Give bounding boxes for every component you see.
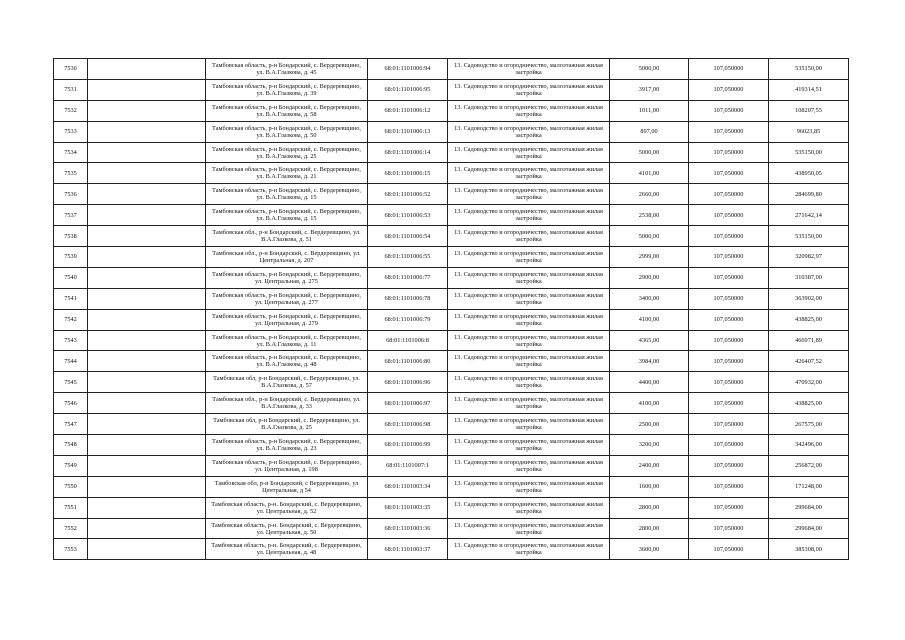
land-use-cell: 13. Садоводство и огородничество, малоэтажная жилая застройка bbox=[448, 518, 610, 539]
land-use-cell: 13. Садоводство и огородничество, малоэтажная жилая застройка bbox=[448, 539, 610, 560]
table-row bbox=[54, 518, 849, 539]
rate-cell: 107,050000 bbox=[689, 288, 769, 309]
cadastral-number-cell: 68:01:1101006:54 bbox=[368, 226, 448, 247]
land-use-cell: 13. Садоводство и огородничество, малоэтажная жилая застройка bbox=[448, 497, 610, 518]
land-use-cell: 13. Садоводство и огородничество, малоэтажная жилая застройка bbox=[448, 414, 610, 435]
cadastral-value-cell: 438950,05 bbox=[769, 163, 849, 184]
cadastral-number-cell: 68:01:1101006:98 bbox=[368, 414, 448, 435]
address-cell: Тамбовская обл., р-н Бондарский, с. Вердеревщино, ул. Центральная, д. 207 bbox=[206, 247, 368, 268]
rate-cell: 107,050000 bbox=[689, 100, 769, 121]
land-use-cell: 13. Садоводство и огородничество, малоэтажная жилая застройка bbox=[448, 288, 610, 309]
area-cell: 2538,00 bbox=[610, 205, 689, 226]
spacer-cell bbox=[88, 435, 206, 456]
address-cell: Тамбовская область, р-н Бондарский, с. Вердеревщино, ул. В.А.Глазкова, д. 50 bbox=[206, 121, 368, 142]
land-use-cell: 13. Садоводство и огородничество, малоэтажная жилая застройка bbox=[448, 205, 610, 226]
cadastral-value-cell: 535150,00 bbox=[769, 142, 849, 163]
cadastral-value-cell: 271642,14 bbox=[769, 205, 849, 226]
spacer-cell bbox=[88, 163, 206, 184]
address-cell: Тамбовская область, р-н Бондарский, с. Вердеревщино, ул. В.А.Глазкова, д. 25 bbox=[206, 142, 368, 163]
land-use-cell: 13. Садоводство и огородничество, малоэтажная жилая застройка bbox=[448, 267, 610, 288]
address-cell: Тамбовская область, р-н Бондарский, с. Вердеревщино, ул. Центральная, д. 277 bbox=[206, 288, 368, 309]
rate-cell: 107,050000 bbox=[689, 184, 769, 205]
address-cell: Тамбовская область, р-н Бондарский, с. Вердеревщино, ул. В.А.Глазкова, д. 23 bbox=[206, 435, 368, 456]
row-number-cell: 7535 bbox=[54, 163, 88, 184]
row-number-cell: 7531 bbox=[54, 79, 88, 100]
cadastral-number-cell: 68:01:1101007:1 bbox=[368, 455, 448, 476]
rate-cell: 107,050000 bbox=[689, 393, 769, 414]
area-cell: 5000,00 bbox=[610, 59, 689, 80]
row-number-cell: 7530 bbox=[54, 59, 88, 80]
area-cell: 4400,00 bbox=[610, 372, 689, 393]
table-row bbox=[54, 455, 849, 476]
row-number-cell: 7553 bbox=[54, 539, 88, 560]
cadastral-value-cell: 535150,00 bbox=[769, 226, 849, 247]
land-use-cell: 13. Садоводство и огородничество, малоэтажная жилая застройка bbox=[448, 309, 610, 330]
rate-cell: 107,050000 bbox=[689, 226, 769, 247]
table-row bbox=[54, 59, 849, 80]
cadastral-value-cell: 299684,00 bbox=[769, 497, 849, 518]
cadastral-number-cell: 68:01:1101006:55 bbox=[368, 247, 448, 268]
table-row bbox=[54, 121, 849, 142]
spacer-cell bbox=[88, 59, 206, 80]
rate-cell: 107,050000 bbox=[689, 518, 769, 539]
spacer-cell bbox=[88, 267, 206, 288]
area-cell: 2800,00 bbox=[610, 518, 689, 539]
address-cell: Тамбовская область, р-н Бондарский, с. Вердеревщино, ул. В.А.Глазкова, д. 15 bbox=[206, 205, 368, 226]
cadastral-value-cell: 299684,00 bbox=[769, 518, 849, 539]
address-cell: Тамбовская область, р-н Бондарский, с. Вердеревщино, ул. Центральная, д. 198 bbox=[206, 455, 368, 476]
address-cell: Тамбовская обл, р-н Бондарский, с. Вердеревщино, ул. В.А.Глазкова, д. 25 bbox=[206, 414, 368, 435]
land-use-cell: 13. Садоводство и огородничество, малоэтажная жилая застройка bbox=[448, 79, 610, 100]
spacer-cell bbox=[88, 539, 206, 560]
spacer-cell bbox=[88, 184, 206, 205]
table-row bbox=[54, 309, 849, 330]
land-use-cell: 13. Садоводство и огородничество, малоэтажная жилая застройка bbox=[448, 163, 610, 184]
address-cell: Тамбовская область, р-н Бондарский, с. Вердеревщино, ул. Центральная, д. 279 bbox=[206, 309, 368, 330]
spacer-cell bbox=[88, 79, 206, 100]
cadastral-value-cell: 438825,00 bbox=[769, 393, 849, 414]
spacer-cell bbox=[88, 351, 206, 372]
rate-cell: 107,050000 bbox=[689, 142, 769, 163]
cadastral-value-cell: 108207,55 bbox=[769, 100, 849, 121]
area-cell: 2400,00 bbox=[610, 455, 689, 476]
cadastral-value-cell: 342496,00 bbox=[769, 435, 849, 456]
table-row bbox=[54, 497, 849, 518]
rate-cell: 107,050000 bbox=[689, 497, 769, 518]
row-number-cell: 7539 bbox=[54, 247, 88, 268]
spacer-cell bbox=[88, 372, 206, 393]
rate-cell: 107,050000 bbox=[689, 309, 769, 330]
land-use-cell: 13. Садоводство и огородничество, малоэтажная жилая застройка bbox=[448, 372, 610, 393]
spacer-cell bbox=[88, 330, 206, 351]
row-number-cell: 7540 bbox=[54, 267, 88, 288]
area-cell: 2660,00 bbox=[610, 184, 689, 205]
spacer-cell bbox=[88, 247, 206, 268]
spacer-cell bbox=[88, 518, 206, 539]
rate-cell: 107,050000 bbox=[689, 79, 769, 100]
address-cell: Тамбовская область, р-н Бондарский, с. Вердеревщино, ул. В.А.Глазкова, д. 58 bbox=[206, 100, 368, 121]
rate-cell: 107,050000 bbox=[689, 435, 769, 456]
address-cell: Тамбовская область, р-н Бондарский, с. Вердеревщино, ул. В.А.Глазкова, д. 21 bbox=[206, 163, 368, 184]
table-row bbox=[54, 184, 849, 205]
spacer-cell bbox=[88, 497, 206, 518]
address-cell: Тамбовская область, р-н. Бондарский, с. Вердеревщино, ул. Центральная, д. 48 bbox=[206, 539, 368, 560]
area-cell: 2900,00 bbox=[610, 267, 689, 288]
table-row bbox=[54, 100, 849, 121]
address-cell: Тамбовская обл, р-н Бондарский, с Вердеревщино, ул Центральная, д 54 bbox=[206, 476, 368, 497]
area-cell: 4101,00 bbox=[610, 163, 689, 184]
land-use-cell: 13. Садоводство и огородничество, малоэтажная жилая застройка bbox=[448, 351, 610, 372]
cadastral-value-cell: 310387,00 bbox=[769, 267, 849, 288]
cadastral-number-cell: 68:01:1101006:97 bbox=[368, 393, 448, 414]
row-number-cell: 7534 bbox=[54, 142, 88, 163]
spacer-cell bbox=[88, 309, 206, 330]
table-row bbox=[54, 435, 849, 456]
row-number-cell: 7542 bbox=[54, 309, 88, 330]
table-row bbox=[54, 79, 849, 100]
row-number-cell: 7538 bbox=[54, 226, 88, 247]
table-row bbox=[54, 142, 849, 163]
address-cell: Тамбовская обл., р-н Бондарский, с. Вердеревщино, ул. В.А.Глазкова, д. 51 bbox=[206, 226, 368, 247]
cadastral-number-cell: 68:01:1101006:13 bbox=[368, 121, 448, 142]
land-use-cell: 13. Садоводство и огородничество, малоэтажная жилая застройка bbox=[448, 226, 610, 247]
table-row bbox=[54, 247, 849, 268]
cadastral-number-cell: 68:01:1101006:78 bbox=[368, 288, 448, 309]
cadastral-number-cell: 68:01:1101006:99 bbox=[368, 435, 448, 456]
row-number-cell: 7533 bbox=[54, 121, 88, 142]
cadastral-number-cell: 68:01:1101006:94 bbox=[368, 59, 448, 80]
spacer-cell bbox=[88, 455, 206, 476]
address-cell: Тамбовская область, р-н Бондарский, с. Вердеревщино, ул. В.А.Глазкова, д. 48 bbox=[206, 351, 368, 372]
land-use-cell: 13. Садоводство и огородничество, малоэтажная жилая застройка bbox=[448, 142, 610, 163]
rate-cell: 107,050000 bbox=[689, 59, 769, 80]
rate-cell: 107,050000 bbox=[689, 330, 769, 351]
address-cell: Тамбовская обл, р-н Бондарский, с. Вердеревщино, ул. В.А.Глазкова, д. 57 bbox=[206, 372, 368, 393]
land-use-cell: 13. Садоводство и огородничество, малоэтажная жилая застройка bbox=[448, 184, 610, 205]
land-use-cell: 13. Садоводство и огородничество, малоэтажная жилая застройка bbox=[448, 330, 610, 351]
cadastral-number-cell: 68:01:1101006:79 bbox=[368, 309, 448, 330]
row-number-cell: 7543 bbox=[54, 330, 88, 351]
area-cell: 5000,00 bbox=[610, 226, 689, 247]
row-number-cell: 7546 bbox=[54, 393, 88, 414]
land-use-cell: 13. Садоводство и огородничество, малоэтажная жилая застройка bbox=[448, 247, 610, 268]
cadastral-value-cell: 96023,85 bbox=[769, 121, 849, 142]
cadastral-number-cell: 68:01:1101006:8 bbox=[368, 330, 448, 351]
cadastral-value-cell: 267575,00 bbox=[769, 414, 849, 435]
cadastral-value-cell: 426407,52 bbox=[769, 351, 849, 372]
area-cell: 3984,00 bbox=[610, 351, 689, 372]
area-cell: 2800,00 bbox=[610, 497, 689, 518]
table-row bbox=[54, 476, 849, 497]
table-row bbox=[54, 414, 849, 435]
land-use-cell: 13. Садоводство и огородничество, малоэтажная жилая застройка bbox=[448, 476, 610, 497]
address-cell: Тамбовская область, р-н. Бондарский, с. Вердеревщино, ул. Центральная, д. 52 bbox=[206, 497, 368, 518]
rate-cell: 107,050000 bbox=[689, 476, 769, 497]
area-cell: 3200,00 bbox=[610, 435, 689, 456]
table-row bbox=[54, 539, 849, 560]
table-row bbox=[54, 330, 849, 351]
address-cell: Тамбовская область, р-н Бондарский, с. Вердеревщино, ул. В.А.Глазкова, д. 45 bbox=[206, 59, 368, 80]
cadastral-value-cell: 385308,00 bbox=[769, 539, 849, 560]
address-cell: Тамбовская область, р-н Бондарский, с. Вердеревщино, ул. В.А.Глазкова, д. 11 bbox=[206, 330, 368, 351]
row-number-cell: 7541 bbox=[54, 288, 88, 309]
cadastral-number-cell: 68:01:1101006:14 bbox=[368, 142, 448, 163]
cadastral-number-cell: 68:01:1101006:96 bbox=[368, 372, 448, 393]
area-cell: 1011,00 bbox=[610, 100, 689, 121]
area-cell: 3400,00 bbox=[610, 288, 689, 309]
cadastral-value-cell: 284699,80 bbox=[769, 184, 849, 205]
table-body bbox=[54, 59, 849, 560]
spacer-cell bbox=[88, 205, 206, 226]
cadastral-number-cell: 68:01:1101006:15 bbox=[368, 163, 448, 184]
cadastral-value-cell: 419314,51 bbox=[769, 79, 849, 100]
row-number-cell: 7544 bbox=[54, 351, 88, 372]
cadastral-number-cell: 68:01:1101006:53 bbox=[368, 205, 448, 226]
table-row bbox=[54, 163, 849, 184]
rate-cell: 107,050000 bbox=[689, 414, 769, 435]
spacer-cell bbox=[88, 476, 206, 497]
spacer-cell bbox=[88, 121, 206, 142]
land-use-cell: 13. Садоводство и огородничество, малоэтажная жилая застройка bbox=[448, 455, 610, 476]
area-cell: 4365,00 bbox=[610, 330, 689, 351]
address-cell: Тамбовская обл., р-н Бондарский, с. Вердеревщино, ул. В.А.Глазкова, д. 33 bbox=[206, 393, 368, 414]
cadastral-value-cell: 438825,00 bbox=[769, 309, 849, 330]
row-number-cell: 7549 bbox=[54, 455, 88, 476]
rate-cell: 107,050000 bbox=[689, 121, 769, 142]
spacer-cell bbox=[88, 414, 206, 435]
row-number-cell: 7536 bbox=[54, 184, 88, 205]
row-number-cell: 7550 bbox=[54, 476, 88, 497]
table-row bbox=[54, 226, 849, 247]
row-number-cell: 7545 bbox=[54, 372, 88, 393]
table-row bbox=[54, 205, 849, 226]
address-cell: Тамбовская область, р-н Бондарский, с. Вердеревщино, ул. Центральная, д. 275 bbox=[206, 267, 368, 288]
cadastral-number-cell: 68:01:1101006:95 bbox=[368, 79, 448, 100]
table-row bbox=[54, 288, 849, 309]
spacer-cell bbox=[88, 226, 206, 247]
area-cell: 1600,00 bbox=[610, 476, 689, 497]
table-row bbox=[54, 393, 849, 414]
area-cell: 4100,00 bbox=[610, 393, 689, 414]
row-number-cell: 7532 bbox=[54, 100, 88, 121]
area-cell: 3917,00 bbox=[610, 79, 689, 100]
address-cell: Тамбовская область, р-н Бондарский, с. Вердеревщино, ул. В.А.Глазкова, д. 39 bbox=[206, 79, 368, 100]
cadastral-value-cell: 363902,00 bbox=[769, 288, 849, 309]
area-cell: 2500,00 bbox=[610, 414, 689, 435]
area-cell: 2999,00 bbox=[610, 247, 689, 268]
spacer-cell bbox=[88, 393, 206, 414]
land-use-cell: 13. Садоводство и огородничество, малоэтажная жилая застройка bbox=[448, 393, 610, 414]
rate-cell: 107,050000 bbox=[689, 539, 769, 560]
area-cell: 5000,00 bbox=[610, 142, 689, 163]
table-row bbox=[54, 372, 849, 393]
cadastral-value-cell: 470932,00 bbox=[769, 372, 849, 393]
cadastral-value-cell: 171248,00 bbox=[769, 476, 849, 497]
area-cell: 897,00 bbox=[610, 121, 689, 142]
land-plots-table bbox=[53, 58, 849, 560]
spacer-cell bbox=[88, 100, 206, 121]
address-cell: Тамбовская область, р-н Бондарский, с. Вердеревщино, ул. В.А.Глазкова, д. 15 bbox=[206, 184, 368, 205]
table-row bbox=[54, 351, 849, 372]
row-number-cell: 7552 bbox=[54, 518, 88, 539]
area-cell: 3600,00 bbox=[610, 539, 689, 560]
spacer-cell bbox=[88, 288, 206, 309]
land-use-cell: 13. Садоводство и огородничество, малоэтажная жилая застройка bbox=[448, 100, 610, 121]
cadastral-number-cell: 68:01:1101006:12 bbox=[368, 100, 448, 121]
cadastral-value-cell: 535150,00 bbox=[769, 59, 849, 80]
row-number-cell: 7537 bbox=[54, 205, 88, 226]
address-cell: Тамбовская область, р-н. Бондарский, с. Вердеревщино, ул. Центральная, д. 50 bbox=[206, 518, 368, 539]
row-number-cell: 7551 bbox=[54, 497, 88, 518]
land-use-cell: 13. Садоводство и огородничество, малоэтажная жилая застройка bbox=[448, 435, 610, 456]
cadastral-number-cell: 68:01:1101003:36 bbox=[368, 518, 448, 539]
cadastral-value-cell: 320982,97 bbox=[769, 247, 849, 268]
area-cell: 4100,00 bbox=[610, 309, 689, 330]
rate-cell: 107,050000 bbox=[689, 351, 769, 372]
cadastral-value-cell: 256872,00 bbox=[769, 455, 849, 476]
rate-cell: 107,050000 bbox=[689, 267, 769, 288]
land-use-cell: 13. Садоводство и огородничество, малоэтажная жилая застройка bbox=[448, 59, 610, 80]
rate-cell: 107,050000 bbox=[689, 455, 769, 476]
land-use-cell: 13. Садоводство и огородничество, малоэтажная жилая застройка bbox=[448, 121, 610, 142]
cadastral-number-cell: 68:01:1101006:80 bbox=[368, 351, 448, 372]
cadastral-number-cell: 68:01:1101006:77 bbox=[368, 267, 448, 288]
cadastral-number-cell: 68:01:1101006:52 bbox=[368, 184, 448, 205]
rate-cell: 107,050000 bbox=[689, 205, 769, 226]
rate-cell: 107,050000 bbox=[689, 372, 769, 393]
cadastral-number-cell: 68:01:1101003:37 bbox=[368, 539, 448, 560]
row-number-cell: 7547 bbox=[54, 414, 88, 435]
table-row bbox=[54, 267, 849, 288]
cadastral-number-cell: 68:01:1101003:35 bbox=[368, 497, 448, 518]
spacer-cell bbox=[88, 142, 206, 163]
rate-cell: 107,050000 bbox=[689, 247, 769, 268]
row-number-cell: 7548 bbox=[54, 435, 88, 456]
cadastral-value-cell: 466971,89 bbox=[769, 330, 849, 351]
rate-cell: 107,050000 bbox=[689, 163, 769, 184]
cadastral-number-cell: 68:01:1101003:34 bbox=[368, 476, 448, 497]
